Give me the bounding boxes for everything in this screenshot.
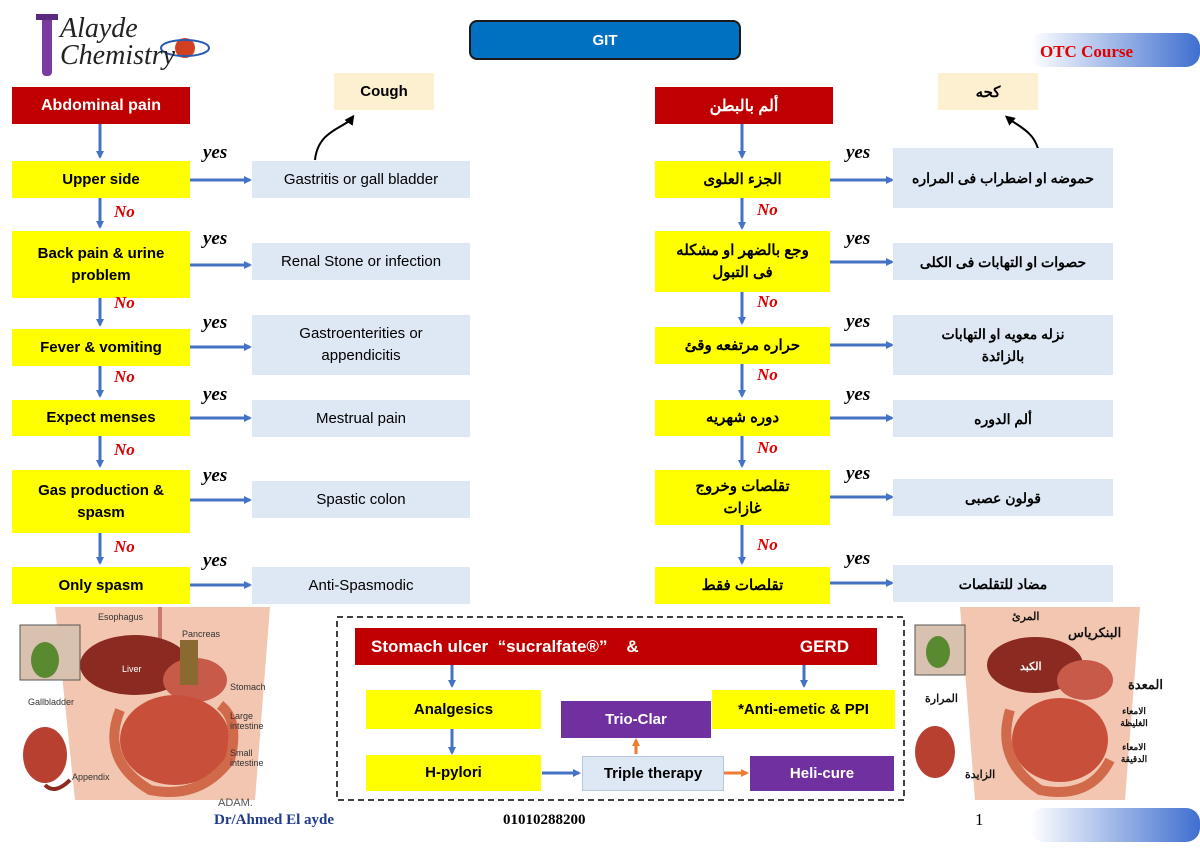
left-question-6: Only spasm <box>12 567 190 604</box>
anat-right-stomach: المعدة <box>1128 677 1163 692</box>
ulcer-gerd: GERD <box>799 636 849 656</box>
left-no-5: No <box>114 537 135 556</box>
left-answer-5: Spastic colon <box>252 481 470 518</box>
anat-right-esophagus: المرئ <box>1012 611 1040 623</box>
ulcer-title-bar <box>355 628 877 665</box>
left-yes-1: yes <box>203 142 228 163</box>
left-yes-5: yes <box>203 465 228 486</box>
left-cough-box: Cough <box>334 73 434 110</box>
logo <box>60 13 210 71</box>
left-yes-2: yes <box>203 228 228 249</box>
right-yes-3: yes <box>846 311 871 332</box>
triple-therapy-box: Triple therapy <box>582 756 724 791</box>
right-answer-5: قولون عصبى <box>893 479 1113 516</box>
footer-author: Dr/Ahmed El ayde <box>214 812 334 828</box>
left-heading: Abdominal pain <box>12 87 190 124</box>
anat-right-large-intestine: الامعاء الغليظة <box>1120 706 1148 728</box>
anat-left-gallbladder: Gallbladder <box>28 697 75 707</box>
left-answer-2: Renal Stone or infection <box>252 243 470 280</box>
right-yes-4: yes <box>846 384 871 405</box>
right-yes-6: yes <box>846 548 871 569</box>
right-question-3: حراره مرتفعه وقئ <box>655 327 830 364</box>
left-question-1: Upper side <box>12 161 190 198</box>
antiemetic-box: *Anti-emetic & PPI <box>712 690 895 729</box>
anat-right-appendix: الزايدة <box>965 769 996 781</box>
right-answer-4: ألم الدوره <box>893 400 1113 437</box>
left-question-4: Expect menses <box>12 400 190 436</box>
anat-left-pancreas: Pancreas <box>182 629 221 639</box>
anat-right-small-intestine: الامعاء الدقيقة <box>1120 742 1148 764</box>
left-no-4: No <box>114 440 135 459</box>
right-question-4: دوره شهريه <box>655 400 830 436</box>
left-cough-arrow <box>315 118 352 160</box>
course-label: OTC Course <box>1040 42 1134 61</box>
right-yes-5: yes <box>846 463 871 484</box>
left-question-2: Back pain & urine problem <box>12 231 190 298</box>
trioclar-box: Trio-Clar <box>561 701 711 738</box>
right-question-2: وجع بالضهر او مشكله فى التبول <box>655 231 830 292</box>
right-answer-2: حصوات او التهابات فى الكلى <box>893 243 1113 280</box>
anat-right-pancreas: البنكرياس <box>1068 625 1122 640</box>
left-yes-4: yes <box>203 384 228 405</box>
ulcer-title: Stomach ulcer “sucralfate®” & <box>371 636 639 656</box>
left-answer-4: Mestrual pain <box>252 400 470 437</box>
right-yes-2: yes <box>846 228 871 249</box>
left-question-3: Fever & vomiting <box>12 329 190 366</box>
anat-left-appendix: Appendix <box>72 772 110 782</box>
helicure-box: Heli-cure <box>750 756 894 791</box>
footer-phone: 01010288200 <box>503 812 586 828</box>
left-answer-6: Anti-Spasmodic <box>252 567 470 604</box>
hpylori-box: H-pylori <box>366 755 541 791</box>
right-cough-box: كحه <box>938 73 1038 110</box>
anat-left-stomach: Stomach <box>230 682 266 692</box>
logo-line1: Alayde <box>60 13 138 44</box>
anat-left-liver: Liver <box>122 664 142 674</box>
right-answer-6: مضاد للتقلصات <box>893 565 1113 602</box>
anat-left-large-intestine: Large intestine <box>230 711 264 731</box>
right-no-1: No <box>757 200 778 219</box>
right-answer-1: حموضه او اضطراب فى المراره <box>893 148 1113 208</box>
page-title: GIT <box>469 20 741 60</box>
right-no-2: No <box>757 292 778 311</box>
left-question-5: Gas production & spasm <box>12 470 190 533</box>
right-question-5: تقلصات وخروج غازات <box>655 470 830 525</box>
left-answer-1: Gastritis or gall bladder <box>252 161 470 198</box>
right-heading: ألم بالبطن <box>655 87 833 124</box>
right-no-3: No <box>757 365 778 384</box>
left-yes-3: yes <box>203 312 228 333</box>
left-yes-6: yes <box>203 550 228 571</box>
anat-right-gallbladder: المرارة <box>925 693 958 705</box>
left-no-2: No <box>114 293 135 312</box>
adam-credit: ADAM. <box>218 797 253 809</box>
left-answer-3: Gastroenterities or appendicitis <box>252 315 470 375</box>
page-number: 1 <box>975 810 984 829</box>
right-no-4: No <box>757 438 778 457</box>
right-question-6: تقلصات فقط <box>655 567 830 604</box>
right-no-5: No <box>757 535 778 554</box>
right-answer-3: نزله معويه او التهابات بالزائدة <box>893 315 1113 375</box>
right-question-1: الجزء العلوى <box>655 161 830 198</box>
anat-right-liver: الكبد <box>1020 661 1042 673</box>
corner-bar-bottom <box>1030 808 1200 842</box>
analgesics-box: Analgesics <box>366 690 541 729</box>
right-yes-1: yes <box>846 142 871 163</box>
left-no-3: No <box>114 367 135 386</box>
anat-left-small-intestine: Small intestine <box>230 748 264 768</box>
logo-line2: Chemistry <box>60 40 176 71</box>
left-no-1: No <box>114 202 135 221</box>
anat-left-esophagus: Esophagus <box>98 612 144 622</box>
